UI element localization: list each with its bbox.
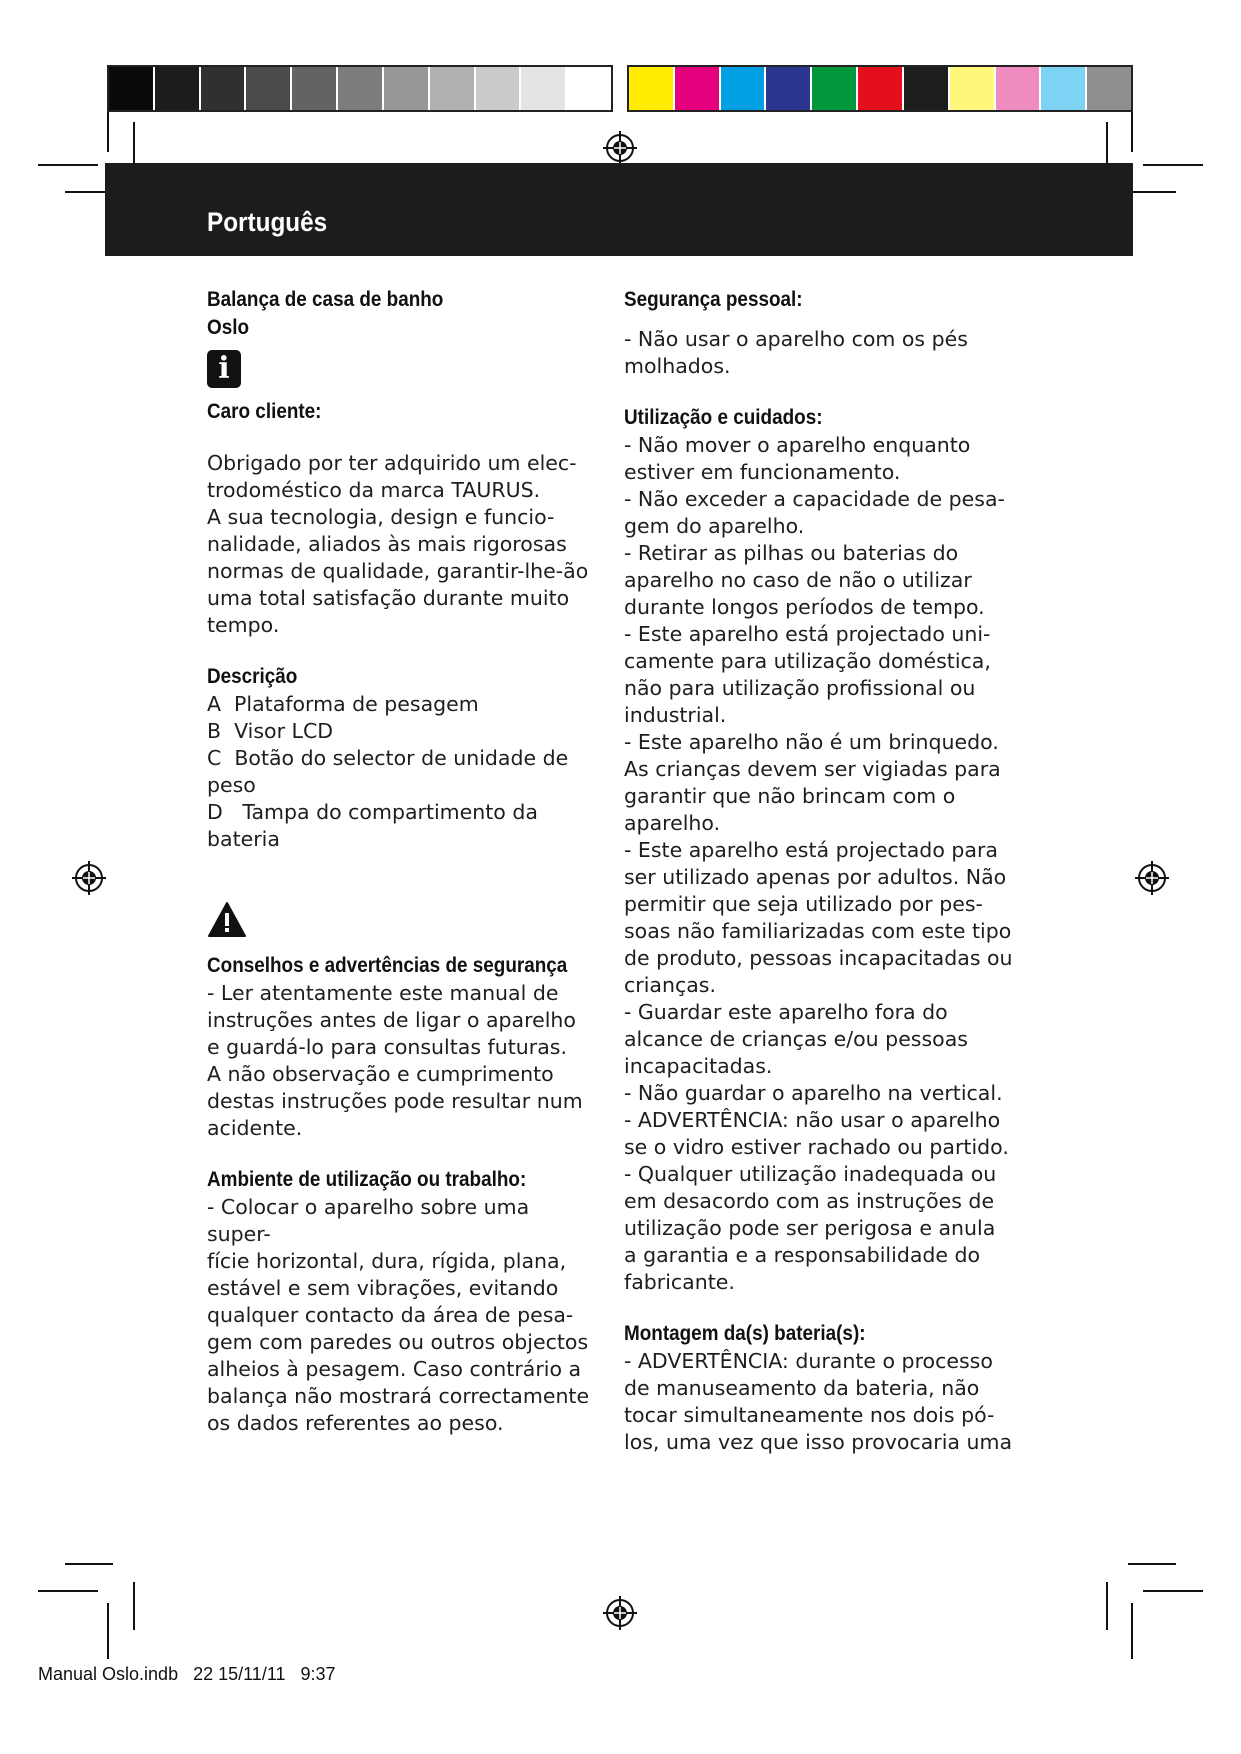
text-line: gem do aparelho.: [624, 514, 805, 538]
customer-paragraph: [207, 450, 597, 639]
text-line: e guardá-lo para consultas futuras.: [207, 1035, 567, 1059]
text-line: permitir que seja utilizado por pes-: [624, 892, 983, 916]
text-line: - Qualquer utilização inadequada ou: [624, 1162, 997, 1186]
color-swatch: [996, 67, 1042, 110]
text-line: alcance de crianças e/ou pessoas: [624, 1027, 968, 1051]
text-line: os dados referentes ao peso.: [207, 1411, 504, 1435]
text-line: estiver em funcionamento.: [624, 460, 901, 484]
color-swatch: [338, 67, 384, 110]
color-swatch: [766, 67, 812, 110]
text-line: los, uma vez que isso provocaria uma: [624, 1430, 1013, 1454]
text-line: em desacordo com as instruções de: [624, 1189, 995, 1213]
color-swatch: [858, 67, 904, 110]
text-line: ser utilizado apenas por adultos. Não: [624, 865, 1007, 889]
color-swatch: [1041, 67, 1087, 110]
color-calibration-bar: [627, 65, 1133, 112]
color-swatch: [246, 67, 292, 110]
text-line: industrial.: [624, 703, 727, 727]
text-line: - Não mover o aparelho enquanto: [624, 433, 971, 457]
registration-mark-icon: [601, 1594, 639, 1632]
text-line: de produto, pessoas incapacitadas ou: [624, 946, 1013, 970]
color-swatch: [812, 67, 858, 110]
text-line: uma total satisfação durante muito: [207, 586, 570, 610]
right-column: [624, 286, 1014, 1456]
color-swatch: [721, 67, 767, 110]
text-line: - Não exceder a capacidade de pesa-: [624, 487, 1005, 511]
text-line: aparelho.: [624, 811, 721, 835]
text-line: fabricante.: [624, 1270, 735, 1294]
color-swatch: [384, 67, 430, 110]
battery-heading: Montagem da(s) bateria(s):: [624, 1322, 866, 1345]
environment-heading: Ambiente de utilização ou trabalho:: [207, 1168, 527, 1191]
text-line: se o vidro estiver rachado ou partido.: [624, 1135, 1009, 1159]
text-line: nalidade, aliados às mais rigorosas: [207, 532, 567, 556]
text-line: camente para utilização doméstica,: [624, 649, 991, 673]
text-line: - ADVERTÊNCIA: durante o processo: [624, 1349, 993, 1373]
text-line: - Retirar as pilhas ou baterias do: [624, 541, 959, 565]
list-item: D Tampa do compartimento da: [207, 800, 538, 824]
text-line: - Não usar o aparelho com os pés: [624, 327, 968, 351]
list-item: B Visor LCD: [207, 719, 334, 743]
text-line: A sua tecnologia, design e funcio-: [207, 505, 555, 529]
info-icon: i: [207, 350, 241, 388]
text-line: - Guardar este aparelho fora do: [624, 1000, 948, 1024]
text-line: gem com paredes ou outros objectos: [207, 1330, 589, 1354]
text-line: fície horizontal, dura, rígida, plana,: [207, 1249, 567, 1273]
text-line: estável e sem vibrações, evitando: [207, 1276, 559, 1300]
text-line: trodoméstico da marca TAURUS.: [207, 478, 541, 502]
text-line: - Ler atentamente este manual de: [207, 981, 559, 1005]
text-line: a garantia e a responsabilidade do: [624, 1243, 981, 1267]
product-model: Oslo: [207, 316, 250, 339]
text-line: tempo.: [207, 613, 280, 637]
warning-triangle-icon: [207, 901, 247, 939]
usage-heading: Utilização e cuidados:: [624, 406, 823, 429]
registration-mark-icon: [601, 129, 639, 167]
personal-safety-paragraph: [624, 326, 1014, 380]
usage-paragraph: [624, 432, 1014, 1296]
text-line: A não observação e cumprimento: [207, 1062, 554, 1086]
color-swatch: [201, 67, 247, 110]
description-list: [207, 691, 597, 853]
text-line: acidente.: [207, 1116, 303, 1140]
product-title: Balança de casa de banho: [207, 288, 444, 311]
safety-paragraph: [207, 980, 597, 1142]
text-line: balança não mostrará correctamente: [207, 1384, 590, 1408]
color-swatch: [476, 67, 522, 110]
text-line: - Este aparelho está projectado uni-: [624, 622, 991, 646]
grayscale-calibration-bar: [107, 65, 613, 112]
registration-mark-icon: [1133, 859, 1171, 897]
color-swatch: [675, 67, 721, 110]
list-item: bateria: [207, 827, 280, 851]
color-swatch: [430, 67, 476, 110]
text-line: utilização pode ser perigosa e anula: [624, 1216, 996, 1240]
text-line: de manuseamento da bateria, não: [624, 1376, 980, 1400]
language-title: Português: [207, 207, 328, 237]
text-line: incapacitadas.: [624, 1054, 773, 1078]
environment-paragraph: [207, 1194, 597, 1437]
text-line: As crianças devem ser vigiadas para: [624, 757, 1001, 781]
color-swatch: [950, 67, 996, 110]
text-line: soas não familiarizadas com este tipo: [624, 919, 1012, 943]
color-swatch: [521, 67, 567, 110]
color-swatch: [629, 67, 675, 110]
color-swatch: [155, 67, 201, 110]
text-line: molhados.: [624, 354, 731, 378]
list-item: C Botão do selector de unidade de: [207, 746, 569, 770]
color-swatch: [109, 67, 155, 110]
text-line: - Este aparelho está projectado para: [624, 838, 998, 862]
text-line: instruções antes de ligar o aparelho: [207, 1008, 576, 1032]
battery-paragraph: [624, 1348, 1014, 1456]
personal-safety-heading: Segurança pessoal:: [624, 288, 803, 311]
print-slug: Manual Oslo.indb 22 15/11/11 9:37: [38, 1664, 336, 1684]
list-item: peso: [207, 773, 256, 797]
text-line: - Este aparelho não é um brinquedo.: [624, 730, 999, 754]
language-header-band: [105, 163, 1133, 256]
text-line: garantir que não brincam com o: [624, 784, 956, 808]
text-line: normas de qualidade, garantir-lhe-ão: [207, 559, 589, 583]
text-line: Obrigado por ter adquirido um elec-: [207, 451, 577, 475]
text-line: - Não guardar o aparelho na vertical.: [624, 1081, 1003, 1105]
text-line: não para utilização profissional ou: [624, 676, 976, 700]
color-swatch: [567, 67, 611, 110]
description-heading: Descrição: [207, 665, 298, 688]
color-swatch: [1087, 67, 1131, 110]
color-swatch: [904, 67, 950, 110]
text-line: durante longos períodos de tempo.: [624, 595, 985, 619]
text-line: destas instruções pode resultar num: [207, 1089, 583, 1113]
text-line: - Colocar o aparelho sobre uma super-: [207, 1195, 530, 1246]
customer-heading: Caro cliente:: [207, 400, 322, 423]
text-line: alheios à pesagem. Caso contrário a: [207, 1357, 582, 1381]
text-line: - ADVERTÊNCIA: não usar o aparelho: [624, 1108, 1001, 1132]
text-line: crianças.: [624, 973, 716, 997]
text-line: tocar simultaneamente nos dois pó-: [624, 1403, 995, 1427]
left-column: [207, 286, 597, 1437]
text-line: qualquer contacto da área de pesa-: [207, 1303, 574, 1327]
text-line: aparelho no caso de não o utilizar: [624, 568, 972, 592]
safety-heading: Conselhos e advertências de segurança: [207, 954, 568, 977]
registration-mark-icon: [70, 859, 108, 897]
color-swatch: [292, 67, 338, 110]
list-item: A Plataforma de pesagem: [207, 692, 479, 716]
